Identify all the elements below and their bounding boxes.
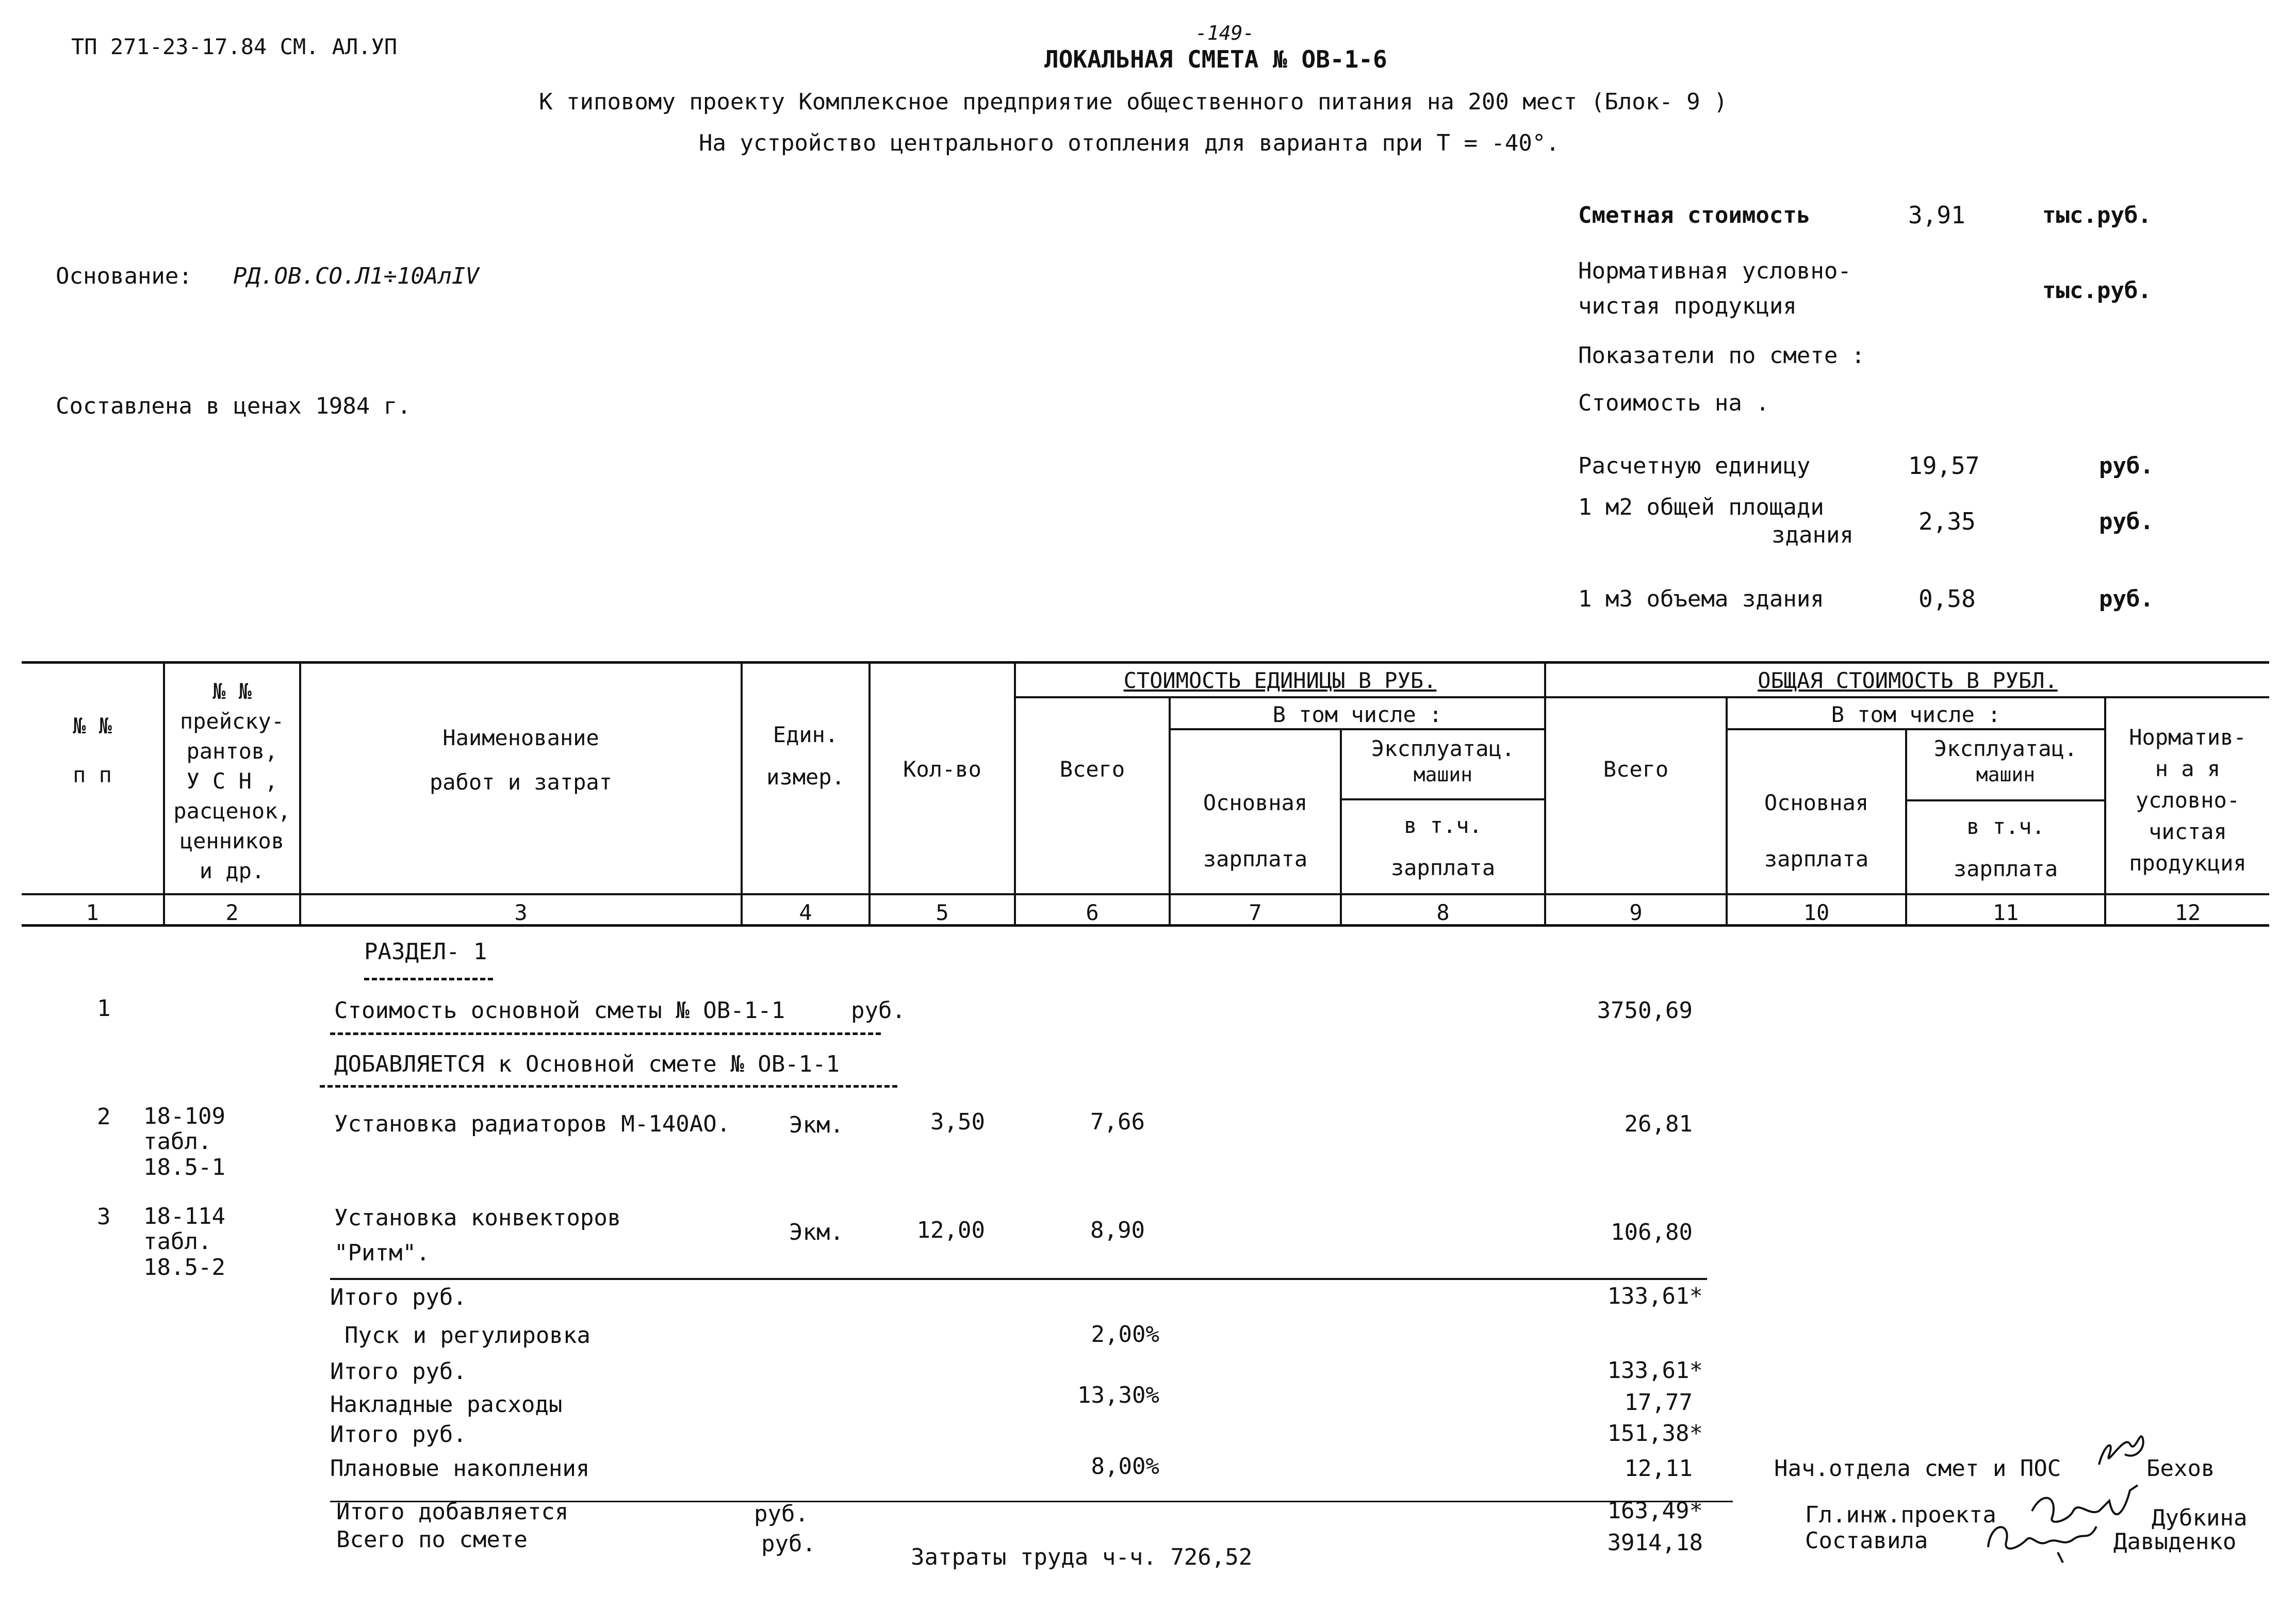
header-col-2-line-6: ценников: [179, 828, 285, 854]
header-col-4: [743, 714, 868, 798]
addon-underline: [320, 1085, 897, 1088]
document-subtitle-2: На устройство центрального отопления для варианта при T = -40°.: [699, 130, 1560, 156]
header-col-4-line-1: Един.: [773, 722, 839, 747]
col-number-9: 9: [1629, 900, 1643, 925]
overhead-value: 17,77: [1624, 1389, 1693, 1416]
m2-cost-label-1: 1 м2 общей площади: [1578, 494, 1824, 520]
added-total-unit: руб.: [754, 1501, 809, 1527]
header-col-12-line-2: н а я: [2155, 756, 2221, 781]
header-col-8-line-4: зарплата: [1390, 855, 1496, 880]
header-col-2-line-4: У С Н ,: [186, 768, 278, 794]
signature-name: Бехов: [2146, 1455, 2215, 1482]
header-col-7-line-1: Основная: [1203, 790, 1308, 815]
header-col-3-line-1: Наименование: [442, 725, 599, 750]
header-col-11-line-4: зарплата: [1953, 856, 2058, 881]
header-col-8-line-2: машин: [1413, 763, 1473, 786]
header-col-8-line-1: Эксплуатац.: [1371, 736, 1515, 761]
header-col-11-top: [1907, 735, 2104, 787]
grand-total-label: Всего по смете: [336, 1527, 528, 1553]
col-number-3: 3: [514, 900, 528, 925]
row-ref-line-3: 18.5-1: [143, 1154, 225, 1180]
signature-role: Нач.отдела смет и ПОС: [1774, 1455, 2061, 1482]
row-ref: [143, 1204, 225, 1280]
col-number-1: 1: [86, 900, 99, 925]
estimated-cost-unit: тыс.руб.: [2042, 202, 2152, 228]
page-number: -149-: [1195, 22, 1255, 44]
header-col-10: [1728, 775, 1905, 887]
header-col-11-bottom: [1907, 806, 2104, 890]
row-ref-line-2: табл.: [143, 1228, 212, 1255]
row-ref: [143, 1104, 225, 1180]
header-col-11-line-1: Эксплуатац.: [1933, 736, 2078, 761]
total-label: Итого руб.: [330, 1358, 467, 1385]
basis-label: Основание:: [56, 263, 192, 289]
row-quantity: 3,50: [930, 1109, 985, 1135]
row-name: Установка радиаторов М-140АО.: [334, 1111, 731, 1137]
overhead-percent: 13,30%: [1077, 1382, 1159, 1408]
m2-cost-unit: руб.: [2099, 508, 2154, 535]
header-col-1: [22, 711, 163, 791]
row-total: 26,81: [1624, 1111, 1693, 1137]
header-col-2-line-3: рантов,: [186, 738, 278, 764]
row-underline: [330, 1032, 881, 1035]
header-col-11-line-3: в т.ч.: [1966, 814, 2045, 839]
header-col-6: Всего: [1059, 757, 1125, 782]
row-unit: Экм.: [789, 1112, 844, 1138]
m2-cost-label-2: здания: [1772, 522, 1854, 548]
m2-cost-value: 2,35: [1918, 507, 1976, 535]
signature-name: Дубкина: [2152, 1505, 2248, 1531]
header-col-3: [301, 716, 741, 805]
document-code: ТП 271-23-17.84 СМ. АЛ.УП: [71, 34, 398, 59]
row-number: 1: [97, 995, 111, 1022]
header-col-10-line-1: Основная: [1764, 790, 1869, 815]
planned-savings-label: Плановые накопления: [330, 1455, 590, 1482]
labor-costs: Затраты труда ч-ч. 726,52: [911, 1544, 1253, 1570]
grand-total-value: 3914,18: [1607, 1530, 1703, 1556]
row-quantity: 12,00: [916, 1217, 985, 1243]
totals-separator: [330, 1278, 1707, 1280]
startup-percent: 2,00%: [1091, 1321, 1159, 1348]
header-col-1-line-2: п п: [73, 762, 112, 787]
m3-cost-value: 0,58: [1918, 585, 1976, 613]
header-col-7: [1171, 775, 1340, 887]
header-col-2-line-1: № №: [212, 679, 252, 704]
document-subtitle-1: К типовому проекту Комплексное предприятие общественного питания на 200 мест (Блок- 9 ): [539, 89, 1728, 115]
header-col-12-line-1: Норматив-: [2129, 725, 2246, 750]
header-unit-incl: В том числе :: [1272, 702, 1442, 727]
header-col-7-line-2: зарплата: [1203, 846, 1308, 872]
planned-savings-percent: 8,00%: [1091, 1453, 1159, 1480]
col-number-2: 2: [225, 900, 239, 925]
indicators-label: Показатели по смете :: [1578, 342, 1865, 369]
header-col-10-line-2: зарплата: [1764, 846, 1869, 872]
row-name-line-2: "Ритм".: [334, 1240, 430, 1266]
header-col-5: Кол-во: [903, 757, 981, 782]
col-number-5: 5: [936, 900, 949, 925]
total-label: Итого руб.: [330, 1284, 467, 1310]
prices-basis: Составлена в ценах 1984 г.: [56, 393, 411, 419]
signature-mark: [1980, 1511, 2109, 1568]
row-name: Стоимость основной сметы № ОВ-1-1: [334, 997, 785, 1024]
document-title: ЛОКАЛЬНАЯ СМЕТА № ОВ-1-6: [1044, 45, 1387, 73]
row-unit: Экм.: [789, 1219, 844, 1245]
header-col-12-line-3: условно-: [2135, 787, 2240, 813]
unit-cost-unit: руб.: [2099, 453, 2154, 479]
col-number-10: 10: [1803, 900, 1830, 925]
row-total: 106,80: [1611, 1219, 1693, 1245]
signature-mark: [2094, 1423, 2151, 1475]
col-number-4: 4: [799, 900, 812, 925]
col-number-7: 7: [1249, 900, 1262, 925]
planned-savings-value: 12,11: [1624, 1455, 1693, 1482]
unit-cost-label: Расчетную единицу: [1578, 453, 1811, 479]
basis-value: РД.ОВ.СО.Л1÷10АлIV: [233, 263, 479, 289]
header-col-8-line-3: в т.ч.: [1404, 813, 1482, 838]
row-ref-line-1: 18-114: [143, 1203, 225, 1229]
total-value: 151,38*: [1607, 1420, 1703, 1447]
col-number-6: 6: [1086, 900, 1099, 925]
overhead-label: Накладные расходы: [330, 1391, 563, 1418]
header-col-4-line-2: измер.: [766, 764, 845, 790]
signature-name: Давыденко: [2113, 1529, 2237, 1555]
added-total-value: 163,49*: [1607, 1498, 1703, 1524]
col-number-11: 11: [1992, 900, 2019, 925]
row-unit: руб.: [851, 997, 906, 1024]
row-total: 3750,69: [1597, 997, 1693, 1024]
grand-total-unit: руб.: [761, 1531, 816, 1557]
section-underline: [364, 978, 493, 980]
header-col-11-line-2: машин: [1976, 763, 2036, 786]
header-col-2-line-5: расценок,: [173, 798, 291, 824]
header-col-1-line-1: № №: [73, 713, 112, 739]
norm-product-label-2: чистая продукция: [1578, 293, 1797, 319]
row-price: 8,90: [1090, 1217, 1145, 1243]
total-value: 133,61*: [1607, 1283, 1703, 1309]
total-value: 133,61*: [1607, 1357, 1703, 1384]
startup-label: Пуск и регулировка: [345, 1322, 591, 1349]
header-total-cost-group: ОБЩАЯ СТОИМОСТЬ В РУБЛ.: [1758, 668, 2058, 693]
row-number: 2: [97, 1104, 111, 1130]
addon-heading: ДОБАВЛЯЕТСЯ к Основной смете № ОВ-1-1: [334, 1051, 840, 1077]
header-col-8-bottom: [1342, 805, 1544, 889]
row-ref-line-2: табл.: [143, 1128, 212, 1155]
header-col-2: [165, 677, 299, 886]
header-col-9: Всего: [1603, 757, 1669, 782]
added-total-label: Итого добавляется: [336, 1499, 569, 1525]
estimated-cost-value: 3,91: [1908, 201, 1965, 229]
header-col-2-line-7: и др.: [199, 858, 265, 883]
header-unit-cost-group: СТОИМОСТЬ ЕДИНИЦЫ В РУБ.: [1123, 668, 1437, 693]
cost-per-label: Стоимость на .: [1578, 390, 1769, 416]
estimated-cost-label: Сметная стоимость: [1578, 202, 1811, 228]
header-total-incl: В том числе :: [1831, 702, 2001, 727]
row-ref-line-1: 18-109: [143, 1103, 225, 1129]
norm-product-label-1: Нормативная условно-: [1578, 258, 1851, 284]
header-col-12-line-4: чистая: [2149, 818, 2227, 844]
m3-cost-label: 1 м3 объема здания: [1578, 586, 1824, 612]
norm-product-unit: тыс.руб.: [2042, 277, 2152, 304]
total-label: Итого руб.: [330, 1421, 467, 1448]
header-col-12-line-5: продукция: [2129, 850, 2246, 876]
header-col-3-line-2: работ и затрат: [429, 769, 612, 795]
row-price: 7,66: [1090, 1109, 1145, 1135]
header-col-2-line-2: прейску-: [179, 708, 285, 734]
m3-cost-unit: руб.: [2099, 586, 2154, 612]
row-ref-line-3: 18.5-2: [143, 1254, 225, 1281]
header-col-12: [2106, 722, 2269, 879]
col-number-8: 8: [1436, 900, 1450, 925]
header-col-8-top: [1342, 735, 1544, 787]
signature-role: Гл.инж.проекта: [1805, 1502, 1996, 1528]
signature-role: Составила: [1805, 1528, 1928, 1554]
section-title: РАЗДЕЛ- 1: [364, 939, 487, 965]
row-name: Установка конвекторов: [334, 1205, 621, 1231]
col-number-12: 12: [2174, 900, 2201, 925]
unit-cost-value: 19,57: [1908, 452, 1980, 480]
row-number: 3: [97, 1204, 111, 1230]
